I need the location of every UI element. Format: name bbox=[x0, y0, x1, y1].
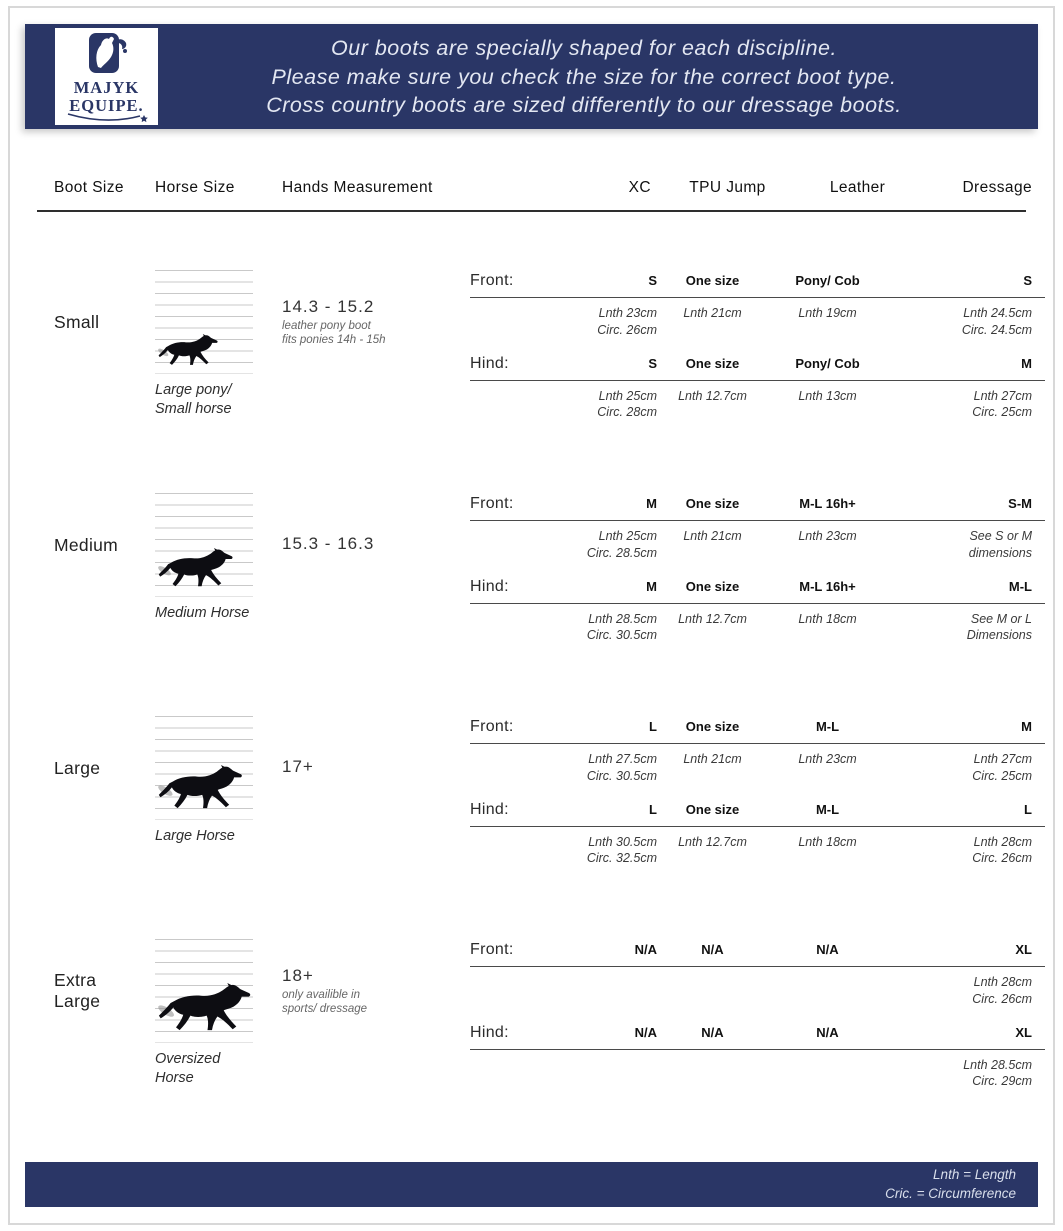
tpu-jump-size: One size bbox=[685, 578, 740, 594]
horse-silhouette-icon bbox=[158, 334, 222, 372]
tpu-jump-size: N/A bbox=[701, 942, 724, 958]
hands-measurement-value: 15.3 - 16.3 bbox=[282, 534, 375, 554]
leg-label: Hind: bbox=[470, 577, 509, 595]
tpu-jump-size: One size bbox=[685, 719, 740, 735]
dressage-dimensions: Lnth 28cm Circ. 26cm bbox=[972, 975, 1032, 1006]
horse-size-caption: Large pony/ Small horse bbox=[155, 382, 232, 417]
leather-dimensions: Lnth 18cm bbox=[798, 611, 857, 626]
xc-size: S bbox=[648, 273, 657, 289]
front-sizes-subrow bbox=[470, 495, 1045, 561]
xc-size: N/A bbox=[634, 942, 657, 958]
tpu-jump-dimensions: Lnth 12.7cm bbox=[678, 388, 747, 403]
hands-measurement-value: 17+ bbox=[282, 757, 314, 777]
horse-silhouette-icon bbox=[158, 765, 248, 818]
hind-sizes-subrow bbox=[470, 1024, 1045, 1090]
hind-sizes-subrow bbox=[470, 578, 1045, 644]
col-header-leather: Leather bbox=[829, 179, 886, 197]
leather-dimensions bbox=[790, 1057, 925, 1090]
leather-dimensions: Lnth 19cm bbox=[798, 306, 857, 321]
leather-size: N/A bbox=[816, 942, 839, 958]
tpu-jump-dimensions: Lnth 12.7cm bbox=[678, 834, 747, 849]
brand-name-line2: EQUIPE. bbox=[69, 96, 144, 116]
leather-dimensions: Lnth 23cm bbox=[798, 752, 857, 767]
hands-measurement-note: leather pony boot fits ponies 14h - 15h bbox=[282, 319, 386, 347]
dressage-size: M bbox=[1021, 719, 1032, 735]
height-scale-lines bbox=[155, 716, 253, 820]
leather-size: M-L bbox=[815, 801, 840, 817]
leg-label: Hind: bbox=[470, 354, 509, 372]
xc-size: N/A bbox=[634, 1024, 657, 1040]
xc-size: M bbox=[646, 578, 657, 594]
leather-dimensions: Lnth 23cm bbox=[798, 529, 857, 544]
leg-label: Hind: bbox=[470, 800, 509, 818]
dressage-size: S bbox=[1023, 273, 1032, 289]
tpu-jump-dimensions bbox=[665, 974, 790, 1007]
horse-silhouette-icon bbox=[158, 983, 257, 1041]
leather-dimensions: Lnth 18cm bbox=[798, 834, 857, 849]
col-header-dressage: Dressage bbox=[962, 179, 1032, 197]
leg-label: Front: bbox=[470, 495, 514, 513]
size-row-medium bbox=[37, 493, 1032, 660]
horse-size-caption: Large Horse bbox=[155, 828, 235, 845]
xc-dimensions bbox=[560, 974, 665, 1007]
tpu-jump-size: One size bbox=[685, 801, 740, 817]
hands-measurement-value: 18+ bbox=[282, 965, 314, 985]
size-row-large bbox=[37, 716, 1032, 883]
boot-size-label: Extra Large bbox=[54, 970, 101, 1012]
tpu-jump-dimensions: Lnth 21cm bbox=[683, 752, 742, 767]
leather-size: M-L 16h+ bbox=[799, 496, 856, 512]
col-header-hands-measurement: Hands Measurement bbox=[282, 179, 433, 197]
tpu-jump-size: One size bbox=[685, 496, 740, 512]
dressage-dimensions: See M or L Dimensions bbox=[966, 611, 1032, 643]
col-header-xc: XC bbox=[628, 179, 651, 197]
xc-dimensions: Lnth 28.5cm Circ. 30.5cm bbox=[586, 611, 657, 643]
boot-size-label: Large bbox=[54, 757, 101, 778]
horse-silhouette-icon bbox=[158, 548, 238, 595]
xc-dimensions: Lnth 25cm Circ. 28cm bbox=[597, 388, 657, 420]
boot-size-label: Small bbox=[54, 311, 100, 332]
tpu-jump-dimensions: Lnth 21cm bbox=[683, 306, 742, 321]
leg-label: Front: bbox=[470, 272, 514, 290]
xc-dimensions: Lnth 23cm Circ. 26cm bbox=[597, 306, 657, 337]
dressage-dimensions: Lnth 24.5cm Circ. 24.5cm bbox=[961, 306, 1032, 337]
hands-measurement-value: 14.3 - 15.2 bbox=[282, 296, 375, 316]
leather-size: N/A bbox=[816, 1024, 839, 1040]
leather-size: Pony/ Cob bbox=[795, 273, 860, 289]
brand-logo bbox=[55, 28, 158, 125]
tpu-jump-size: N/A bbox=[701, 1024, 724, 1040]
dressage-size: L bbox=[1024, 801, 1032, 817]
col-header-horse-size: Horse Size bbox=[155, 179, 235, 197]
xc-dimensions: Lnth 27.5cm Circ. 30.5cm bbox=[586, 752, 657, 783]
size-chart-card bbox=[8, 6, 1055, 1225]
front-sizes-subrow bbox=[470, 941, 1045, 1007]
dressage-dimensions: Lnth 27cm Circ. 25cm bbox=[972, 752, 1032, 783]
front-sizes-subrow bbox=[470, 718, 1045, 784]
leg-label: Front: bbox=[470, 718, 514, 736]
dressage-dimensions: Lnth 28cm Circ. 26cm bbox=[972, 834, 1032, 866]
dressage-size: M-L bbox=[1008, 578, 1032, 594]
xc-size: S bbox=[648, 355, 657, 371]
horse-size-caption: Oversized Horse bbox=[155, 1051, 221, 1086]
horse-size-caption: Medium Horse bbox=[155, 605, 250, 622]
tpu-jump-size: One size bbox=[685, 355, 740, 371]
size-row-small bbox=[37, 270, 1032, 437]
dressage-size: S-M bbox=[1008, 496, 1032, 512]
boot-size-label: Medium bbox=[54, 534, 119, 555]
xc-dimensions: Lnth 30.5cm Circ. 32.5cm bbox=[586, 834, 657, 866]
xc-size: L bbox=[649, 719, 657, 735]
xc-size: M bbox=[646, 496, 657, 512]
logo-swoosh-icon bbox=[64, 112, 150, 124]
dressage-size: XL bbox=[1015, 942, 1032, 958]
leg-label: Hind: bbox=[470, 1023, 509, 1041]
xc-dimensions bbox=[560, 1057, 665, 1090]
dressage-dimensions: Lnth 27cm Circ. 25cm bbox=[972, 388, 1032, 420]
brand-name bbox=[69, 79, 143, 115]
leather-size: Pony/ Cob bbox=[795, 355, 860, 371]
leather-size: M-L 16h+ bbox=[799, 578, 856, 594]
height-scale-lines bbox=[155, 939, 253, 1043]
height-scale-lines bbox=[155, 270, 253, 374]
height-scale-lines bbox=[155, 493, 253, 597]
footer-band bbox=[25, 1162, 1038, 1207]
leather-dimensions bbox=[790, 974, 925, 1007]
leather-size: M-L bbox=[815, 719, 840, 735]
dressage-size: XL bbox=[1015, 1024, 1032, 1040]
abbreviation-legend: Lnth = Length Cric. = Circumference bbox=[885, 1166, 1016, 1201]
tpu-jump-dimensions: Lnth 12.7cm bbox=[678, 611, 747, 626]
header-band bbox=[25, 24, 1038, 129]
hind-sizes-subrow bbox=[470, 355, 1045, 421]
leg-label: Front: bbox=[470, 941, 514, 959]
xc-size: L bbox=[649, 801, 657, 817]
tpu-jump-dimensions bbox=[665, 1057, 790, 1090]
front-sizes-subrow bbox=[470, 272, 1045, 338]
tpu-jump-size: One size bbox=[685, 273, 740, 289]
col-header-boot-size: Boot Size bbox=[54, 179, 124, 197]
dressage-size: M bbox=[1021, 355, 1032, 371]
xc-dimensions: Lnth 25cm Circ. 28.5cm bbox=[586, 529, 657, 560]
dressage-dimensions: Lnth 28.5cm Circ. 29cm bbox=[963, 1057, 1032, 1089]
tpu-jump-dimensions: Lnth 21cm bbox=[683, 529, 742, 544]
brand-name-line1: MAJYK bbox=[73, 78, 140, 98]
hind-sizes-subrow bbox=[470, 801, 1045, 867]
header-message: Our boots are specially shaped for each discipline. Please make sure you check the size for the correct boot type. Cross country boots are sized differently to our dressage boots. bbox=[266, 36, 902, 117]
size-row-extra-large bbox=[37, 939, 1032, 1106]
table-header-row bbox=[37, 179, 1032, 212]
hands-measurement-note: only availible in sports/ dressage bbox=[282, 988, 368, 1016]
leather-dimensions: Lnth 13cm bbox=[798, 388, 857, 403]
horse-logo-icon bbox=[82, 31, 132, 77]
col-header-tpu-jump: TPU Jump bbox=[689, 179, 766, 197]
dressage-dimensions: See S or M dimensions bbox=[968, 529, 1032, 560]
